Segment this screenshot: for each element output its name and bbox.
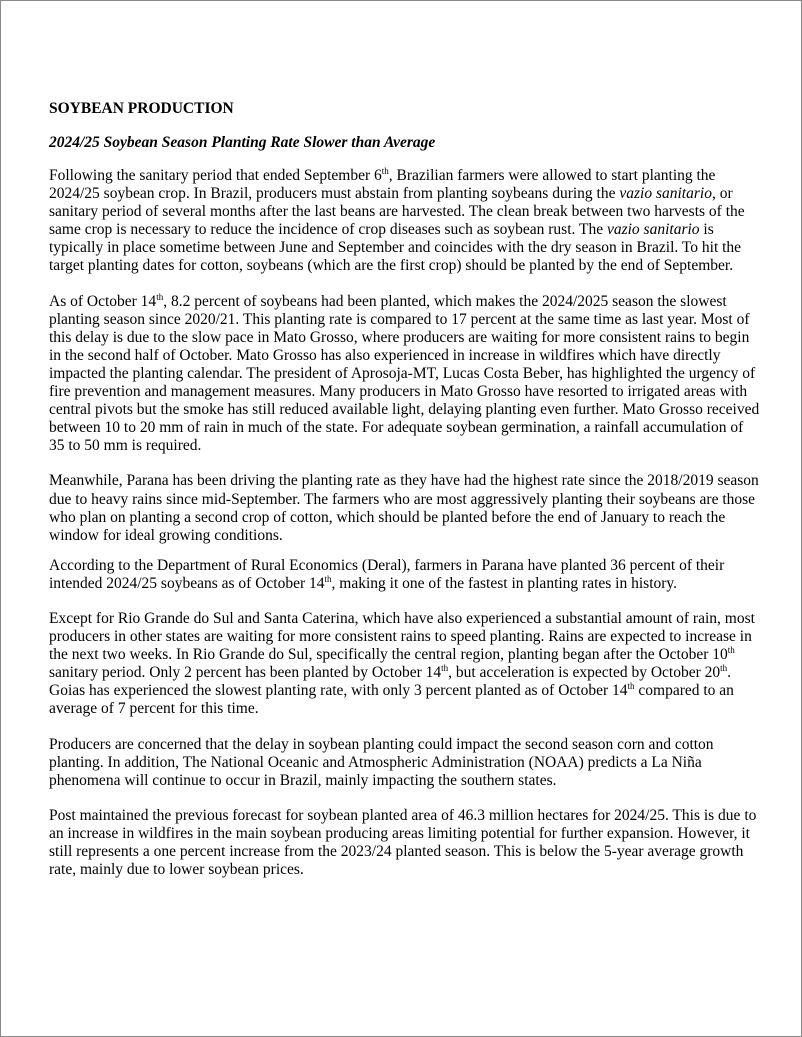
paragraph-deral	[49, 557, 761, 593]
paragraph-forecast: Post maintained the previous forecast for soybean planted area of 46.3 million hectares for 2024/25. This is due to an increase in wildfires in the main soybean producing areas limiting potential for further expansion. However, it still represents a one percent increase from the 2023/24 planted season. This is below the 5-year average growth rate, mainly due to lower soybean prices.	[49, 806, 757, 879]
ordinal-suffix: th	[720, 663, 728, 674]
text-run: sanitary period. Only 2 percent has been planted by October 14	[49, 664, 442, 682]
paragraph-sanitary-period	[49, 167, 761, 276]
paragraph-producer-concerns: Producers are concerned that the delay in soybean planting could impact the second season corn and cotton planting. In addition, The National Oceanic and Atmospheric Administration (NOAA) predicts a La Niña phenomena will continue to occur in Brazil, mainly impacting the southern states.	[49, 735, 714, 789]
italic-term: vazio sanitario	[619, 185, 712, 203]
text-run: According to the Department of Rural Economics (Deral), farmers in Parana have planted 36 percent of their intended 2024/25 soybeans as of October 14	[49, 556, 725, 592]
ordinal-suffix: th	[156, 291, 164, 302]
text-run: , making it one of the fastest in planting rates in history.	[331, 574, 678, 592]
text-run: is typically in place sometime between June and September and coincides with the dry season in Brazil. To hit the target planting dates for cotton, soybeans (which are the first crop) should be planted by the end of September.	[49, 221, 742, 275]
ordinal-suffix: th	[727, 645, 735, 655]
text-run: compared to an average of 7 percent for this time.	[49, 682, 734, 718]
section-subheading: 2024/25 Soybean Season Planting Rate Slower than Average	[49, 134, 436, 151]
text-run: As of October 14	[49, 292, 157, 310]
text-run: Following the sanitary period that ended September 6	[49, 167, 382, 184]
text-run: . Goias has experienced the slowest planting rate, with only 3 percent planted as of October 14	[49, 664, 732, 700]
ordinal-suffix: th	[627, 681, 635, 692]
text-run: , Brazilian farmers were allowed to start planting the 2024/25 soybean crop. In Brazil, producers must abstain from planting soybeans during the	[49, 167, 716, 203]
italic-term: vazio sanitario	[606, 221, 700, 239]
ordinal-suffix: th	[441, 663, 449, 674]
text-run: , but acceleration is expected by October 20	[448, 664, 721, 682]
document-body	[49, 99, 761, 896]
section-heading: SOYBEAN PRODUCTION	[49, 100, 234, 117]
ordinal-suffix: th	[324, 573, 332, 584]
text-run: , 8.2 percent of soybeans had been planted, which makes the 2024/2025 season the slowest planting season since 2020/21. This planting rate is compared to 17 percent at the same time as last year. Most of this delay is due to the slow pace in Mato Grosso, where producers are waiting for more consistent rains to begin in the second half of October. Mato Grosso has also experienced in increase in wildfires which have directly impacted the planting calendar. The president of Aprosoja-MT, Lucas Costa Beber, has highlighted the urgency of fire prevention and management measures. Many producers in Mato Grosso have resorted to irrigated areas with central pivots but the smoke has still reduced available light, delaying planting even further. Mato Grosso received between 10 to 20 mm of rain in much of the state. For adequate soybean germination, a rainfall accumulation of 35 to 50 mm is required.	[49, 292, 760, 455]
text-run: , or sanitary period of several months after the last beans are harvested. The clean break between two harvests of the same crop is necessary to reduce the incidence of crop diseases such as soybean rust. The	[49, 185, 745, 239]
paragraph-parana: Meanwhile, Parana has been driving the planting rate as they have had the highest rate since the 2018/2019 season due to heavy rains since mid-September. The farmers who are most aggressively planting their soybeans are those who plan on planting a second crop of cotton, which should be planted before the end of January to reach the window for ideal growing conditions.	[49, 472, 759, 544]
paragraph-planting-progress	[49, 293, 761, 456]
text-run: Except for Rio Grande do Sul and Santa Caterina, which have also experienced a substantial amount of rain, most producers in other states are waiting for more consistent rains to speed planting. Rains are expected to increase in the next two weeks. In Rio Grande do Sul, specifically the central region, planting began after the October 10	[49, 609, 755, 664]
ordinal-suffix: th	[381, 165, 389, 176]
paragraph-other-states	[49, 610, 761, 719]
